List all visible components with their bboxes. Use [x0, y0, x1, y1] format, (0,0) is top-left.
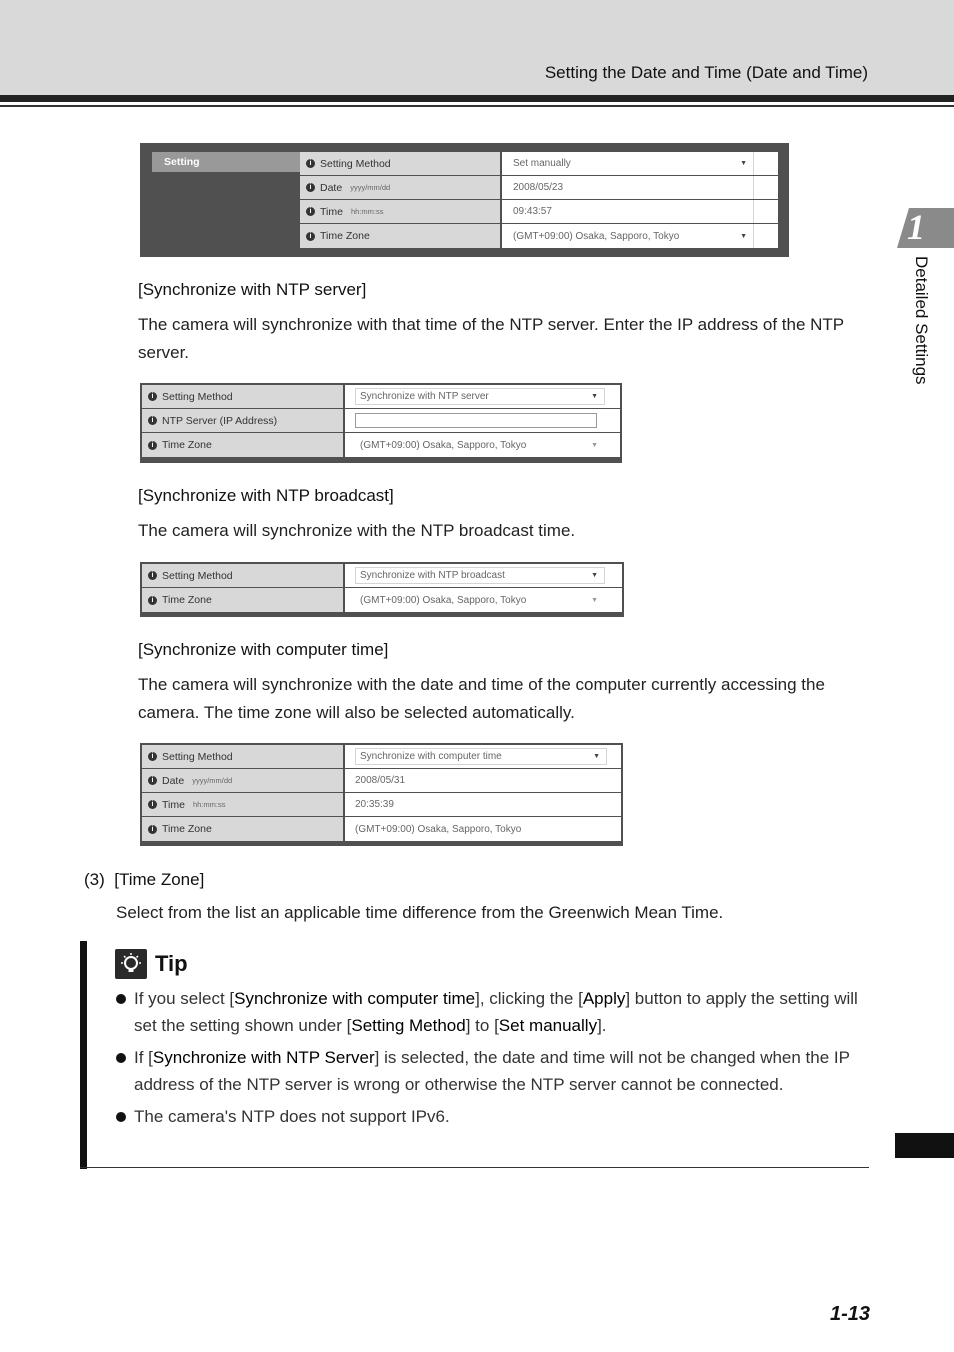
info-icon: i — [148, 825, 157, 834]
heading-ntp-broadcast: [Synchronize with NTP broadcast] — [138, 486, 394, 505]
time-field[interactable]: 09:43:57 — [513, 206, 552, 217]
time-row — [300, 200, 778, 224]
tip-item — [115, 985, 875, 1039]
tip-text: ]. — [597, 1016, 607, 1035]
time-value: 20:35:39 — [355, 799, 394, 810]
format-hint: hh:mm:ss — [350, 207, 384, 216]
tip-text: If you select [ — [134, 989, 235, 1008]
row-label: Setting Method — [162, 390, 233, 403]
row-label: Date — [320, 181, 343, 194]
tip-text: ] button to apply the setting will set the setting shown under [ — [134, 989, 858, 1035]
info-icon: i — [306, 183, 315, 192]
tip-item — [115, 1044, 875, 1098]
info-icon: i — [148, 392, 157, 401]
row-label: Time Zone — [162, 823, 212, 835]
dropdown-arrow-icon[interactable]: ▼ — [591, 441, 598, 449]
setting-method-row — [142, 745, 621, 769]
heading-computer-time: [Synchronize with computer time] — [138, 640, 389, 659]
date-field[interactable]: 2008/05/23 — [513, 182, 564, 193]
heading-ntp-server: [Synchronize with NTP server] — [138, 280, 367, 299]
tip-ui-term: Apply — [582, 989, 626, 1008]
row-label: Setting Method — [162, 569, 233, 582]
info-icon: i — [306, 232, 315, 241]
time-zone-row — [300, 224, 778, 248]
ntp-server-input[interactable] — [355, 413, 597, 428]
screenshot-ntp-server — [140, 383, 622, 463]
time-zone-select-value[interactable]: (GMT+09:00) Osaka, Sapporo, Tokyo — [360, 594, 527, 606]
dropdown-arrow-icon[interactable]: ▼ — [593, 753, 600, 760]
item-3-text: Select from the list an applicable time difference from the Greenwich Mean Time. — [116, 903, 724, 922]
page-number: 1-13 — [829, 1303, 870, 1325]
screenshot-set-manually — [140, 143, 789, 257]
row-label: Time Zone — [162, 594, 212, 606]
header-rule-thin — [0, 105, 954, 107]
setting-method-select-value[interactable]: Synchronize with NTP broadcast — [360, 570, 505, 581]
tip-ui-term: Set manually — [498, 1016, 598, 1035]
item-number: (3) — [84, 870, 105, 889]
format-hint: yyyy/mm/dd — [350, 183, 391, 192]
time-zone-value: (GMT+09:00) Osaka, Sapporo, Tokyo — [355, 823, 522, 835]
tip-ui-term: Setting Method — [351, 1016, 466, 1035]
info-icon: i — [306, 207, 315, 216]
chapter-number: 1 — [907, 207, 925, 247]
time-row — [142, 793, 621, 817]
dropdown-arrow-icon[interactable]: ▼ — [740, 160, 747, 167]
tip-side-bar — [80, 941, 87, 1169]
row-label: Setting Method — [162, 750, 233, 763]
running-header-title: Setting the Date and Time (Date and Time) — [544, 63, 868, 82]
header-rule — [0, 95, 954, 102]
setting-method-row — [142, 385, 620, 409]
row-label: Time — [162, 798, 185, 811]
time-zone-select-value[interactable]: (GMT+09:00) Osaka, Sapporo, Tokyo — [513, 230, 680, 242]
time-zone-row — [142, 817, 621, 841]
setting-method-select-value[interactable]: Set manually — [513, 158, 571, 169]
item-3-heading — [84, 870, 204, 890]
dropdown-arrow-icon[interactable]: ▼ — [740, 232, 747, 240]
setting-method-select-value[interactable]: Synchronize with NTP server — [360, 391, 489, 402]
ntp-server-row — [142, 409, 620, 433]
format-hint: hh:mm:ss — [192, 800, 226, 809]
text-computer-time: The camera will synchronize with the date and time of the computer currently accessing the camera. The time zone will also be selected automatically. — [138, 675, 825, 722]
tip-title: Tip — [155, 951, 188, 976]
text-ntp-broadcast: The camera will synchronize with the NTP broadcast time. — [138, 521, 576, 540]
tip-bottom-rule — [80, 1167, 869, 1168]
dropdown-arrow-icon[interactable]: ▼ — [591, 393, 598, 400]
tip-text: ] is selected, the date and time will not be changed when the IP address of the NTP server is wrong or otherwise the NTP server cannot be connected. — [134, 1048, 850, 1094]
tip-ui-term: Synchronize with NTP Server — [152, 1048, 375, 1067]
info-icon: i — [148, 776, 157, 785]
date-value: 2008/05/31 — [355, 775, 406, 786]
row-label: Time — [320, 205, 343, 218]
setting-method-select-value[interactable]: Synchronize with computer time — [360, 751, 502, 762]
item-title: [Time Zone] — [114, 870, 205, 889]
time-zone-row — [142, 588, 622, 612]
tip-list — [115, 985, 875, 1135]
setting-header: Setting — [152, 152, 300, 172]
info-icon: i — [148, 752, 157, 761]
screenshot-computer-time — [140, 743, 623, 846]
row-label: NTP Server (IP Address) — [162, 414, 278, 427]
row-label: Time Zone — [162, 439, 212, 451]
chapter-label: Detailed Settings — [912, 256, 931, 385]
page-edge-marker — [895, 1133, 954, 1158]
info-icon: i — [148, 571, 157, 580]
tip-item — [115, 1103, 875, 1130]
row-label: Date — [162, 774, 185, 787]
info-icon: i — [306, 159, 315, 168]
info-icon: i — [148, 596, 157, 605]
screenshot-ntp-broadcast — [140, 562, 624, 617]
info-icon: i — [148, 416, 157, 425]
info-icon: i — [148, 441, 157, 450]
tip-text: ], clicking the [ — [475, 989, 583, 1008]
tip-text: ] to [ — [465, 1016, 499, 1035]
row-label: Setting Method — [320, 157, 391, 170]
info-icon: i — [148, 800, 157, 809]
tip-text: If [ — [134, 1048, 153, 1067]
time-zone-row — [142, 433, 620, 457]
time-zone-select-value[interactable]: (GMT+09:00) Osaka, Sapporo, Tokyo — [360, 439, 527, 451]
tip-lightbulb-icon — [115, 949, 147, 979]
format-hint: yyyy/mm/dd — [192, 776, 233, 785]
dropdown-arrow-icon[interactable]: ▼ — [591, 572, 598, 579]
tip-text: The camera's NTP does not support IPv6. — [134, 1107, 450, 1126]
tip-ui-term: Synchronize with computer time — [234, 989, 476, 1008]
dropdown-arrow-icon[interactable]: ▼ — [591, 596, 598, 604]
date-row — [142, 769, 621, 793]
text-ntp-server: The camera will synchronize with that time of the NTP server. Enter the IP address of the NTP server. — [138, 315, 844, 362]
row-label: Time Zone — [320, 230, 370, 242]
date-row — [300, 176, 778, 200]
setting-method-row — [300, 152, 778, 176]
setting-method-row — [142, 564, 622, 588]
lightbulb-icon — [118, 952, 144, 976]
